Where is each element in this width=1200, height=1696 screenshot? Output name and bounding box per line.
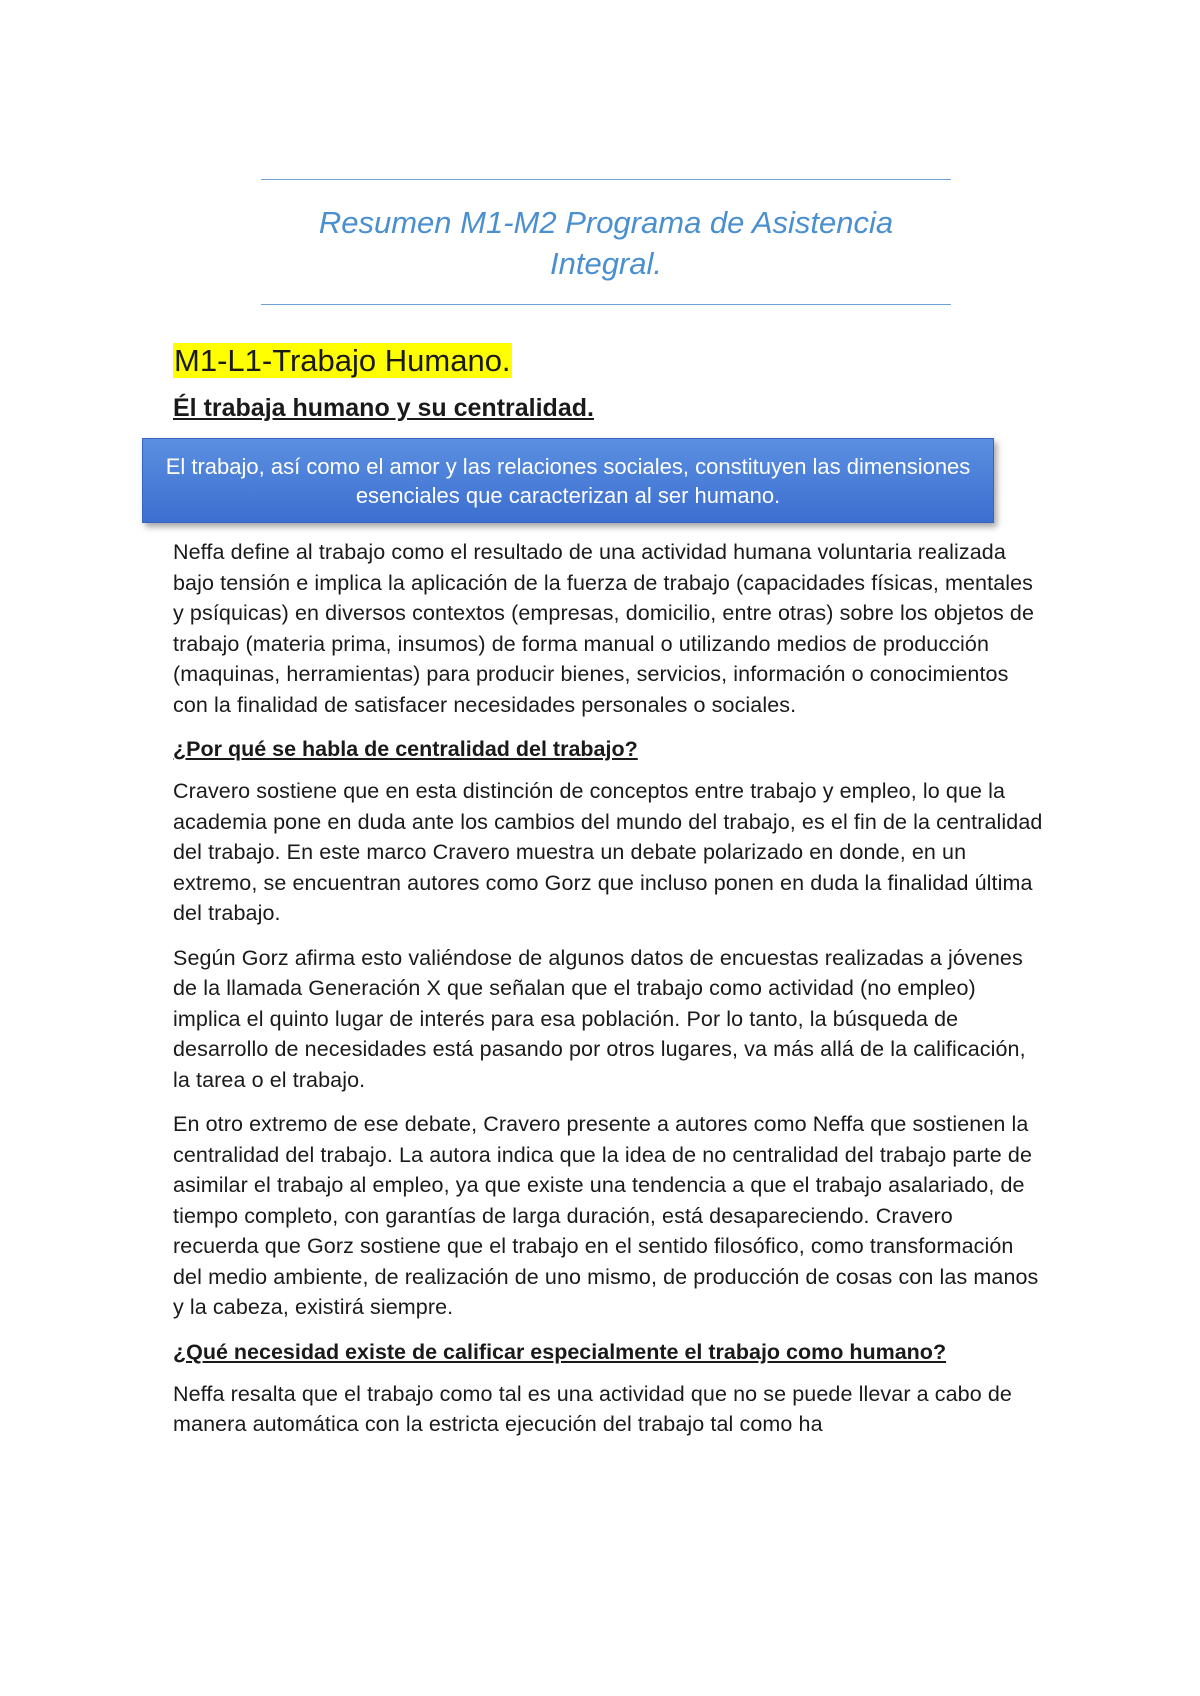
section-heading (173, 340, 1043, 382)
callout-box: El trabajo, así como el amor y las relaciones sociales, constituyen las dimensiones esenciales que caracterizan al ser humano. (142, 438, 994, 523)
paragraph-4: En otro extremo de ese debate, Cravero presente a autores como Neffa que sostienen la centralidad del trabajo. La autora indica que la idea de no centralidad del trabajo parte de asimilar el trabajo al empleo, ya que existe una tendencia a que el trabajo asalariado, de tiempo completo, con garantías de larga duración, está desapareciendo. Cravero recuerda que Gorz sostiene que el trabajo en el sentido filosófico, como transformación del medio ambiente, de realización de uno mismo, de producción de cosas con las manos y la cabeza, existirá siempre. (173, 1112, 1039, 1319)
paragraph-2: Cravero sostiene que en esta distinción de conceptos entre trabajo y empleo, lo que la academia pone en duda ante los cambios del mundo del trabajo, es el fin de la centralidad del trabajo. En este marco Cravero muestra un debate polarizado en donde, en un extremo, se encuentran autores como Gorz que incluso ponen en duda la finalidad última del trabajo. (173, 779, 1043, 925)
paragraph-3: Según Gorz afirma esto valiéndose de algunos datos de encuestas realizadas a jóvenes de la llamada Generación X que señalan que el trabajo como actividad (no empleo) implica el quinto lugar de interés para esa población. Por lo tanto, la búsqueda de desarrollo de necesidades está pasando por otros lugares, va más allá de la calificación, la tarea o el trabajo. (173, 945, 1026, 1092)
question-heading-1: ¿Por qué se habla de centralidad del trabajo? (173, 737, 638, 761)
paragraph-1: Neffa define al trabajo como el resultado de una actividad humana voluntaria realizada bajo tensión e implica la aplicación de la fuerza de trabajo (capacidades físicas, mentales y psíquicas) en diversos contextos (empresas, domicilio, entre otras) sobre los objetos de trabajo (materia prima, insumos) de forma manual o utilizando medios de producción (maquinas, herramientas) para producir bienes, servicios, información o conocimientos con la finalidad de satisfacer necesidades personales o sociales. (173, 540, 1035, 717)
document-title: Resumen M1-M2 Programa de Asistencia Integral. (318, 205, 894, 281)
paragraph-5: Neffa resalta que el trabajo como tal es una actividad que no se puede llevar a cabo de manera automática con la estricta ejecución del trabajo tal como ha (173, 1381, 1012, 1436)
document-body (165, 340, 1043, 1454)
section-heading-highlight: M1-L1-Trabajo Humano. (174, 343, 511, 378)
question-heading-2: ¿Qué necesidad existe de calificar especialmente el trabajo como humano? (173, 1339, 947, 1364)
title-block (261, 179, 951, 305)
subheading: Él trabaja humano y su centralidad. (173, 394, 594, 422)
